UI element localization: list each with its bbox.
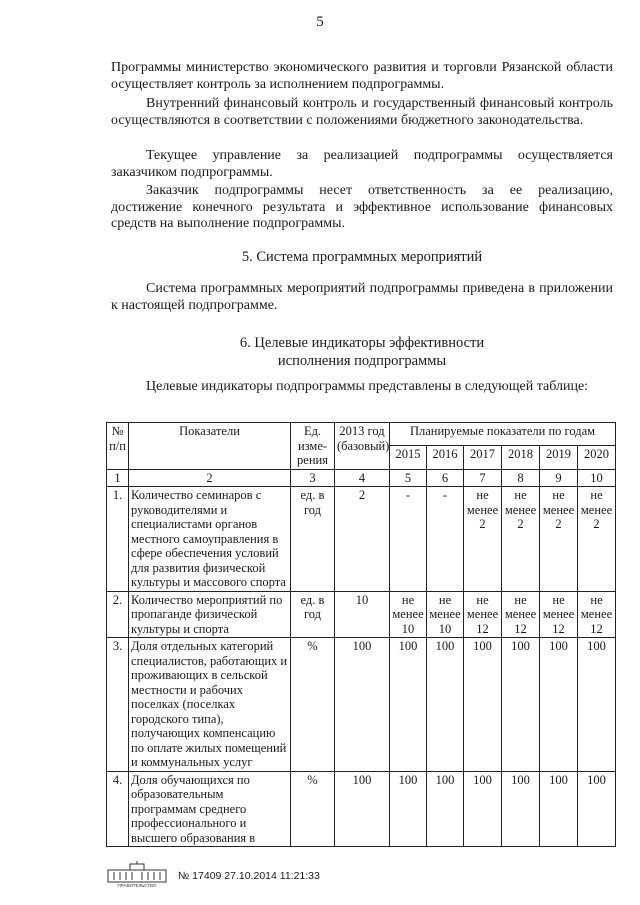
row-indicator: Доля обучающихся по образовательным программам среднего профессионального и высшего образования в bbox=[129, 771, 291, 847]
row-value: не менее 12 bbox=[502, 591, 540, 638]
row-base: 100 bbox=[335, 771, 390, 847]
row-value: 100 bbox=[427, 638, 464, 772]
section-6-heading-line1: 6. Целевые индикаторы эффективности bbox=[239, 335, 485, 351]
row-unit: ед. в год bbox=[291, 487, 335, 592]
row-value: не менее 10 bbox=[427, 591, 464, 638]
column-number: 1 bbox=[107, 469, 129, 487]
row-value: не менее 12 bbox=[578, 591, 616, 638]
section-5-text: Система программных мероприятий подпрограммы приведена в приложении к настоящей подпрограмме. bbox=[111, 281, 613, 313]
header-year: 2017 bbox=[464, 446, 502, 469]
row-value: 100 bbox=[578, 638, 616, 772]
column-number: 9 bbox=[540, 469, 578, 487]
column-number: 5 bbox=[390, 469, 427, 487]
column-number: 10 bbox=[578, 469, 616, 487]
row-base: 10 bbox=[335, 591, 390, 638]
header-year: 2018 bbox=[502, 446, 540, 469]
row-value: 100 bbox=[540, 771, 578, 847]
table-numbering-row bbox=[107, 469, 616, 487]
document-footer bbox=[104, 860, 404, 890]
row-value: - bbox=[427, 487, 464, 592]
table-row bbox=[107, 591, 616, 638]
row-value: не менее 2 bbox=[464, 487, 502, 592]
row-value: не менее 2 bbox=[578, 487, 616, 592]
section-6-text: Целевые индикаторы подпрограммы представлены в следующей таблице: bbox=[146, 379, 589, 394]
row-unit: % bbox=[291, 771, 335, 847]
row-value: не менее 2 bbox=[540, 487, 578, 592]
header-no: № п/п bbox=[107, 423, 129, 470]
header-year: 2020 bbox=[578, 446, 616, 469]
row-indicator: Доля отдельных категорий специалистов, работающих и проживающих в сельской местности и рабочих поселках (поселках городского типа), получающих компенсацию по оплате жилых помещений и коммунальных услуг bbox=[129, 638, 291, 772]
row-unit: % bbox=[291, 638, 335, 772]
row-base: 100 bbox=[335, 638, 390, 772]
logo-text: ПРАВИТЕЛЬСТВО bbox=[117, 883, 157, 888]
row-value: - bbox=[390, 487, 427, 592]
paragraph-responsibility: Заказчик подпрограммы несет ответственность за ее реализацию, достижение конечного результата и эффективное использование финансовых средств на выполнение подпрограммы. bbox=[111, 183, 613, 231]
header-year: 2019 bbox=[540, 446, 578, 469]
row-number: 2. bbox=[107, 591, 129, 638]
row-value: не менее 12 bbox=[464, 591, 502, 638]
row-number: 3. bbox=[107, 638, 129, 772]
row-number: 1. bbox=[107, 487, 129, 592]
header-year: 2016 bbox=[427, 446, 464, 469]
row-value: не менее 10 bbox=[390, 591, 427, 638]
column-number: 7 bbox=[464, 469, 502, 487]
paragraph-control: Программы министерство экономического развития и торговли Рязанской области осуществляет контроль за исполнением подпрограммы. bbox=[111, 60, 613, 92]
paragraph-management: Текущее управление за реализацией подпрограммы осуществляется заказчиком подпрограммы. bbox=[111, 148, 613, 180]
paragraph-financial-control: Внутренний финансовый контроль и государственный финансовый контроль осуществляются в соответствии с положениями бюджетного законодательства. bbox=[111, 96, 613, 128]
indicators-table bbox=[106, 422, 616, 847]
row-value: 100 bbox=[540, 638, 578, 772]
row-base: 2 bbox=[335, 487, 390, 592]
row-value: 100 bbox=[578, 771, 616, 847]
row-unit: ед. в год bbox=[291, 591, 335, 638]
header-indicator: Показатели bbox=[129, 423, 291, 470]
row-value: 100 bbox=[502, 771, 540, 847]
row-value: не менее 12 bbox=[540, 591, 578, 638]
column-number: 3 bbox=[291, 469, 335, 487]
registration-stamp: № 17409 27.10.2014 11:21:33 bbox=[178, 870, 320, 882]
section-5-heading: 5. Система программных мероприятий bbox=[241, 249, 483, 265]
table-header-row bbox=[107, 423, 616, 446]
row-value: 100 bbox=[390, 638, 427, 772]
table-row bbox=[107, 487, 616, 592]
row-value: 100 bbox=[502, 638, 540, 772]
column-number: 2 bbox=[129, 469, 291, 487]
column-number: 4 bbox=[335, 469, 390, 487]
row-value: 100 bbox=[464, 638, 502, 772]
row-value: не менее 2 bbox=[502, 487, 540, 592]
page-number: 5 bbox=[316, 14, 324, 30]
row-value: 100 bbox=[464, 771, 502, 847]
government-logo-icon bbox=[104, 860, 170, 888]
row-indicator: Количество мероприятий по пропаганде физической культуры и спорта bbox=[129, 591, 291, 638]
table-row bbox=[107, 771, 616, 847]
row-value: 100 bbox=[390, 771, 427, 847]
column-number: 8 bbox=[502, 469, 540, 487]
row-value: 100 bbox=[427, 771, 464, 847]
section-6-heading-line2: исполнения подпрограммы bbox=[277, 353, 447, 369]
header-base: 2013 год (базовый) bbox=[335, 423, 390, 470]
row-number: 4. bbox=[107, 771, 129, 847]
table-row bbox=[107, 638, 616, 772]
header-unit: Ед. изме-рения bbox=[291, 423, 335, 470]
header-year: 2015 bbox=[390, 446, 427, 469]
row-indicator: Количество семинаров с руководителями и специалистами органов местного самоуправления в сфере обеспечения условий для развития физической культуры и массового спорта bbox=[129, 487, 291, 592]
header-planned: Планируемые показатели по годам bbox=[390, 423, 616, 446]
column-number: 6 bbox=[427, 469, 464, 487]
